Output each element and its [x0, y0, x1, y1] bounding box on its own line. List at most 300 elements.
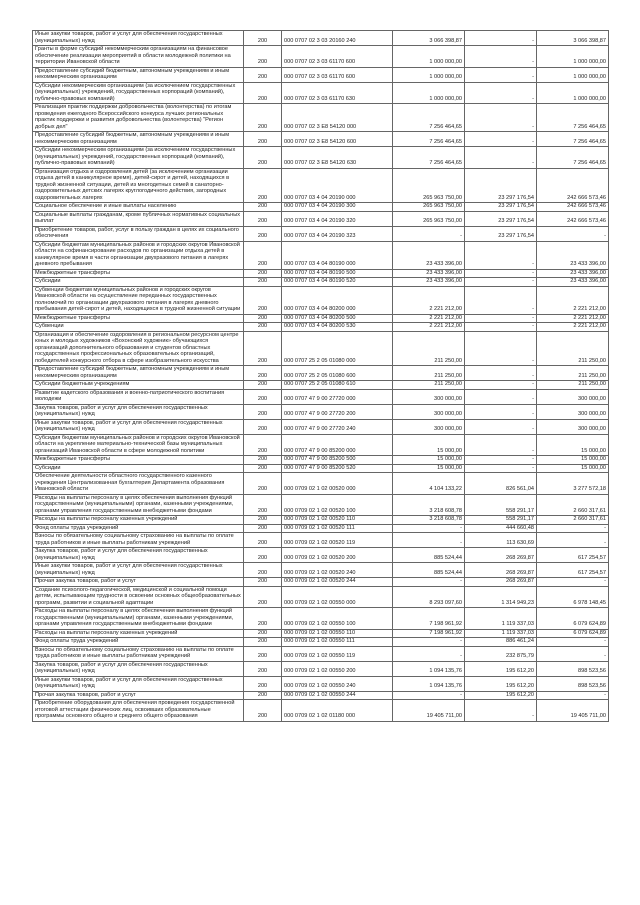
budget-classification-code-cell: 000 0707 03 4 04 80190 000 — [282, 241, 393, 269]
table-row — [33, 629, 609, 638]
expense-name-cell: Предоставление субсидий бюджетным, автономным учреждениям и иным некоммерческим организациям — [33, 366, 244, 381]
executed-amount-cell: - — [465, 456, 537, 465]
budget-classification-code-cell: 000 0707 02 3 E8 54120 000 — [282, 104, 393, 132]
executed-amount-cell: 444 660,48 — [465, 524, 537, 533]
executed-amount-cell: - — [465, 314, 537, 323]
budget-classification-code-cell: 000 0709 02 1 02 00550 200 — [282, 661, 393, 676]
expense-name-cell: Создание психолого-педагогической, медицинской и социальной помощи детям, испытывающим трудности в освоении основных общеобразовательных программ, развитии и социальной адаптации — [33, 586, 244, 608]
unexecuted-amount-cell: 242 666 573,46 — [537, 168, 609, 203]
budget-classification-code-cell: 000 0707 02 3 03 61170 600 — [282, 46, 393, 68]
approved-amount-cell: - — [393, 524, 465, 533]
line-code-cell: 200 — [244, 456, 282, 465]
executed-amount-cell: 195 612,20 — [465, 661, 537, 676]
executed-amount-cell: - — [465, 241, 537, 269]
line-code-cell: 200 — [244, 203, 282, 212]
expense-name-cell: Субсидии — [33, 278, 244, 287]
table-row — [33, 691, 609, 700]
unexecuted-amount-cell: - — [537, 226, 609, 241]
executed-amount-cell: 826 561,04 — [465, 473, 537, 495]
unexecuted-amount-cell: 15 000,00 — [537, 464, 609, 473]
executed-amount-cell: - — [465, 286, 537, 314]
executed-amount-cell: - — [465, 278, 537, 287]
approved-amount-cell: 885 524,44 — [393, 548, 465, 563]
table-row — [33, 494, 609, 516]
approved-amount-cell: 1 094 135,76 — [393, 661, 465, 676]
line-code-cell: 200 — [244, 629, 282, 638]
executed-amount-cell: - — [465, 46, 537, 68]
table-row — [33, 608, 609, 630]
unexecuted-amount-cell: 300 000,00 — [537, 419, 609, 434]
expense-name-cell: Субвенции бюджетам муниципальных районов и городских округов Ивановской области на осуществление переданных государственных полномочий по организации двухразового питания в лагерях дневного пребывания детей-сирот и детей, находящихся в трудной жизненной ситуации — [33, 286, 244, 314]
line-code-cell: 200 — [244, 286, 282, 314]
executed-amount-cell: 23 297 176,54 — [465, 211, 537, 226]
budget-report-sheet — [32, 30, 608, 722]
approved-amount-cell: 19 405 711,00 — [393, 700, 465, 722]
table-row — [33, 646, 609, 661]
expense-name-cell: Социальные выплаты гражданам, кроме публичных нормативных социальных выплат — [33, 211, 244, 226]
unexecuted-amount-cell: - — [537, 533, 609, 548]
approved-amount-cell: - — [393, 646, 465, 661]
table-row — [33, 82, 609, 104]
expense-name-cell: Субсидии некоммерческим организациям (за исключением государственных (муниципальных) учреждений, государственных корпораций (компаний), публично-правовых компаний) — [33, 82, 244, 104]
unexecuted-amount-cell: 1 000 000,00 — [537, 82, 609, 104]
table-row — [33, 578, 609, 587]
expense-name-cell: Иные закупки товаров, работ и услуг для обеспечения государственных (муниципальных) нужд — [33, 676, 244, 691]
line-code-cell: 200 — [244, 46, 282, 68]
approved-amount-cell: - — [393, 638, 465, 647]
executed-amount-cell: - — [465, 434, 537, 456]
table-row — [33, 548, 609, 563]
unexecuted-amount-cell: 898 523,56 — [537, 676, 609, 691]
executed-amount-cell: 195 612,20 — [465, 691, 537, 700]
budget-classification-code-cell: 000 0709 02 1 02 00520 000 — [282, 473, 393, 495]
expense-name-cell: Межбюджетные трансферты — [33, 314, 244, 323]
table-row — [33, 203, 609, 212]
approved-amount-cell: 4 104 133,22 — [393, 473, 465, 495]
executed-amount-cell: 886 461,24 — [465, 638, 537, 647]
expense-name-cell: Приобретение товаров, работ, услуг в пользу граждан в целях их социального обеспечения — [33, 226, 244, 241]
executed-amount-cell: 1 314 949,23 — [465, 586, 537, 608]
unexecuted-amount-cell: - — [537, 524, 609, 533]
executed-amount-cell: - — [465, 404, 537, 419]
unexecuted-amount-cell: 242 666 573,46 — [537, 203, 609, 212]
approved-amount-cell: 300 000,00 — [393, 389, 465, 404]
budget-classification-code-cell: 000 0707 47 9 00 85200 520 — [282, 464, 393, 473]
line-code-cell: 200 — [244, 31, 282, 46]
unexecuted-amount-cell: 2 221 212,00 — [537, 286, 609, 314]
executed-amount-cell: - — [465, 67, 537, 82]
approved-amount-cell: 7 256 464,65 — [393, 147, 465, 169]
expense-name-cell: Гранты в форме субсидий некоммерческим организациям на финансовое обеспечение реализации мероприятий в области молодежной политики на территории Ивановской области — [33, 46, 244, 68]
expense-name-cell: Закупка товаров, работ и услуг для обеспечения государственных (муниципальных) нужд — [33, 548, 244, 563]
unexecuted-amount-cell: 211 250,00 — [537, 366, 609, 381]
table-row — [33, 434, 609, 456]
budget-classification-code-cell: 000 0709 02 1 02 00550 240 — [282, 676, 393, 691]
approved-amount-cell: 23 433 396,00 — [393, 278, 465, 287]
unexecuted-amount-cell: 1 000 000,00 — [537, 67, 609, 82]
expense-name-cell: Организация и обеспечение оздоровления в региональном ресурсном центре юных и молодых художников «Вохонский художник» обучающихся организаций дополнительного образования и студентов областных государственных профессиональных образовательных организаций, победителей конкурсного отбора в сфере изобразительного искусства — [33, 331, 244, 366]
expense-name-cell: Взносы по обязательному социальному страхованию на выплаты по оплате труда работников и иные выплаты работникам учреждений — [33, 646, 244, 661]
approved-amount-cell: - — [393, 578, 465, 587]
table-row — [33, 464, 609, 473]
approved-amount-cell: 15 000,00 — [393, 456, 465, 465]
unexecuted-amount-cell: 23 433 396,00 — [537, 241, 609, 269]
approved-amount-cell: 7 198 961,92 — [393, 629, 465, 638]
budget-classification-code-cell: 000 0707 47 9 00 27720 000 — [282, 389, 393, 404]
expense-name-cell: Иные закупки товаров, работ и услуг для обеспечения государственных (муниципальных) нужд — [33, 563, 244, 578]
table-row — [33, 46, 609, 68]
line-code-cell: 200 — [244, 331, 282, 366]
executed-amount-cell: - — [465, 132, 537, 147]
line-code-cell: 200 — [244, 381, 282, 390]
table-row — [33, 286, 609, 314]
line-code-cell: 200 — [244, 389, 282, 404]
approved-amount-cell: 1 094 135,76 — [393, 676, 465, 691]
table-row — [33, 241, 609, 269]
table-row — [33, 269, 609, 278]
approved-amount-cell: 3 218 608,78 — [393, 494, 465, 516]
line-code-cell: 200 — [244, 646, 282, 661]
expense-name-cell: Развитие кадетского образования и военно-патриотического воспитания молодежи — [33, 389, 244, 404]
expense-name-cell: Субсидии бюджетам муниципальных районов и городских округов Ивановской области на софинансирование расходов по организации отдыха детей в каникулярное время в части организации двухразового питания в лагерях дневного пребывания — [33, 241, 244, 269]
table-row — [33, 366, 609, 381]
unexecuted-amount-cell: 898 523,56 — [537, 661, 609, 676]
approved-amount-cell: 15 000,00 — [393, 434, 465, 456]
line-code-cell: 200 — [244, 323, 282, 332]
expense-name-cell: Организация отдыха и оздоровления детей (за исключением организации отдыха детей в каникулярное время), детей-сирот и детей, находящихся в трудной жизненной ситуации, детей из многодетных семей в санаторно-оздоровительных детских лагерях круглогодичного действия, загородных оздоровительных лагерях — [33, 168, 244, 203]
table-row — [33, 586, 609, 608]
expense-name-cell: Иные закупки товаров, работ и услуг для обеспечения государственных (муниципальных) нужд — [33, 419, 244, 434]
line-code-cell: 200 — [244, 473, 282, 495]
line-code-cell: 200 — [244, 608, 282, 630]
budget-classification-code-cell: 000 0709 02 1 02 00520 111 — [282, 524, 393, 533]
budget-classification-code-cell: 000 0709 02 1 02 00520 100 — [282, 494, 393, 516]
budget-classification-code-cell: 000 0707 25 2 05 01080 600 — [282, 366, 393, 381]
unexecuted-amount-cell: 242 666 573,46 — [537, 211, 609, 226]
line-code-cell: 200 — [244, 168, 282, 203]
expense-name-cell: Закупка товаров, работ и услуг для обеспечения государственных (муниципальных) нужд — [33, 661, 244, 676]
budget-classification-code-cell: 000 0709 02 1 02 00520 244 — [282, 578, 393, 587]
budget-classification-code-cell: 000 0707 02 3 03 20160 240 — [282, 31, 393, 46]
unexecuted-amount-cell: - — [537, 578, 609, 587]
table-row — [33, 638, 609, 647]
approved-amount-cell: - — [393, 226, 465, 241]
table-row — [33, 132, 609, 147]
approved-amount-cell: 1 000 000,00 — [393, 46, 465, 68]
line-code-cell: 200 — [244, 104, 282, 132]
approved-amount-cell: 265 963 750,00 — [393, 203, 465, 212]
line-code-cell: 200 — [244, 563, 282, 578]
budget-classification-code-cell: 000 0707 02 3 E8 54120 630 — [282, 147, 393, 169]
table-body — [33, 31, 609, 722]
budget-classification-code-cell: 000 0709 02 1 02 00520 119 — [282, 533, 393, 548]
executed-amount-cell: 113 630,69 — [465, 533, 537, 548]
approved-amount-cell: 3 066 398,87 — [393, 31, 465, 46]
approved-amount-cell: 7 256 464,65 — [393, 104, 465, 132]
budget-classification-code-cell: 000 0709 02 1 02 00520 240 — [282, 563, 393, 578]
table-row — [33, 67, 609, 82]
approved-amount-cell: 2 221 212,00 — [393, 286, 465, 314]
unexecuted-amount-cell: - — [537, 646, 609, 661]
table-row — [33, 104, 609, 132]
approved-amount-cell: 300 000,00 — [393, 404, 465, 419]
expense-name-cell: Прочая закупка товаров, работ и услуг — [33, 691, 244, 700]
line-code-cell: 200 — [244, 586, 282, 608]
expense-name-cell: Взносы по обязательному социальному страхованию на выплаты по оплате труда работников и иные выплаты работникам учреждений — [33, 533, 244, 548]
budget-classification-code-cell: 000 0707 03 4 04 20190 000 — [282, 168, 393, 203]
table-row — [33, 456, 609, 465]
unexecuted-amount-cell: 211 250,00 — [537, 381, 609, 390]
expense-name-cell: Реализация практик поддержки добровольчества (волонтерства) по итогам проведения ежегодного Всероссийского конкурса лучших региональных практик поддержки и развития добровольчества (волонтерства) "Регион добрых дел" — [33, 104, 244, 132]
approved-amount-cell: 265 963 750,00 — [393, 168, 465, 203]
table-row — [33, 563, 609, 578]
unexecuted-amount-cell: 15 000,00 — [537, 456, 609, 465]
unexecuted-amount-cell: 2 660 317,61 — [537, 516, 609, 525]
executed-amount-cell: 195 612,20 — [465, 676, 537, 691]
table-row — [33, 516, 609, 525]
executed-amount-cell: 268 269,87 — [465, 578, 537, 587]
line-code-cell: 200 — [244, 676, 282, 691]
table-row — [33, 404, 609, 419]
expense-name-cell: Расходы на выплаты персоналу казенных учреждений — [33, 629, 244, 638]
unexecuted-amount-cell: 300 000,00 — [537, 404, 609, 419]
line-code-cell: 200 — [244, 533, 282, 548]
line-code-cell: 200 — [244, 548, 282, 563]
line-code-cell: 200 — [244, 278, 282, 287]
executed-amount-cell: - — [465, 419, 537, 434]
budget-classification-code-cell: 000 0707 02 3 E8 54120 600 — [282, 132, 393, 147]
table-row — [33, 323, 609, 332]
approved-amount-cell: 885 524,44 — [393, 563, 465, 578]
approved-amount-cell: 2 221 212,00 — [393, 314, 465, 323]
budget-classification-code-cell: 000 0707 02 3 03 61170 630 — [282, 82, 393, 104]
budget-classification-code-cell: 000 0707 47 9 00 85200 500 — [282, 456, 393, 465]
approved-amount-cell: 1 000 000,00 — [393, 67, 465, 82]
executed-amount-cell: 558 291,17 — [465, 494, 537, 516]
line-code-cell: 200 — [244, 578, 282, 587]
budget-classification-code-cell: 000 0707 25 2 05 01080 610 — [282, 381, 393, 390]
expense-name-cell: Фонд оплаты труда учреждений — [33, 524, 244, 533]
table-row — [33, 676, 609, 691]
line-code-cell: 200 — [244, 67, 282, 82]
unexecuted-amount-cell: 211 250,00 — [537, 331, 609, 366]
budget-classification-code-cell: 000 0709 02 1 02 00550 110 — [282, 629, 393, 638]
line-code-cell: 200 — [244, 700, 282, 722]
unexecuted-amount-cell: 7 256 464,65 — [537, 104, 609, 132]
expense-name-cell: Социальное обеспечение и иные выплаты населению — [33, 203, 244, 212]
unexecuted-amount-cell: 2 660 317,61 — [537, 494, 609, 516]
approved-amount-cell: 23 433 396,00 — [393, 241, 465, 269]
executed-amount-cell: - — [465, 366, 537, 381]
budget-classification-code-cell: 000 0707 03 4 04 20190 300 — [282, 203, 393, 212]
executed-amount-cell: 268 269,87 — [465, 563, 537, 578]
executed-amount-cell: - — [465, 147, 537, 169]
budget-classification-code-cell: 000 0709 02 1 02 01180 000 — [282, 700, 393, 722]
budget-classification-code-cell: 000 0709 02 1 02 00550 244 — [282, 691, 393, 700]
unexecuted-amount-cell: 1 000 000,00 — [537, 46, 609, 68]
unexecuted-amount-cell: 300 000,00 — [537, 389, 609, 404]
approved-amount-cell: 8 293 097,60 — [393, 586, 465, 608]
approved-amount-cell: 23 433 396,00 — [393, 269, 465, 278]
expense-name-cell: Субвенции — [33, 323, 244, 332]
table-row — [33, 211, 609, 226]
budget-classification-code-cell: 000 0707 47 9 00 27720 200 — [282, 404, 393, 419]
executed-amount-cell: - — [465, 464, 537, 473]
approved-amount-cell: 7 198 961,92 — [393, 608, 465, 630]
unexecuted-amount-cell: 2 221 212,00 — [537, 323, 609, 332]
unexecuted-amount-cell: 6 079 624,89 — [537, 608, 609, 630]
budget-classification-code-cell: 000 0709 02 1 02 00550 111 — [282, 638, 393, 647]
line-code-cell: 200 — [244, 516, 282, 525]
unexecuted-amount-cell: - — [537, 638, 609, 647]
line-code-cell: 200 — [244, 524, 282, 533]
line-code-cell: 200 — [244, 132, 282, 147]
line-code-cell: 200 — [244, 147, 282, 169]
unexecuted-amount-cell: 19 405 711,00 — [537, 700, 609, 722]
expense-name-cell: Предоставление субсидий бюджетным, автономным учреждениям и иным некоммерческим организациям — [33, 67, 244, 82]
expense-name-cell: Иные закупки товаров, работ и услуг для обеспечения государственных (муниципальных) нужд — [33, 31, 244, 46]
line-code-cell: 200 — [244, 366, 282, 381]
unexecuted-amount-cell: 3 277 572,18 — [537, 473, 609, 495]
budget-execution-table — [32, 30, 609, 722]
line-code-cell: 200 — [244, 211, 282, 226]
executed-amount-cell: 23 297 176,54 — [465, 226, 537, 241]
executed-amount-cell: - — [465, 700, 537, 722]
line-code-cell: 200 — [244, 494, 282, 516]
unexecuted-amount-cell: 617 254,57 — [537, 563, 609, 578]
approved-amount-cell: - — [393, 533, 465, 548]
table-row — [33, 661, 609, 676]
budget-classification-code-cell: 000 0709 02 1 02 00520 110 — [282, 516, 393, 525]
approved-amount-cell: 265 963 750,00 — [393, 211, 465, 226]
expense-name-cell: Прочая закупка товаров, работ и услуг — [33, 578, 244, 587]
unexecuted-amount-cell: 23 433 396,00 — [537, 278, 609, 287]
executed-amount-cell: 1 119 337,03 — [465, 608, 537, 630]
unexecuted-amount-cell: 3 066 398,87 — [537, 31, 609, 46]
executed-amount-cell: 232 875,79 — [465, 646, 537, 661]
approved-amount-cell: 211 250,00 — [393, 381, 465, 390]
table-row — [33, 700, 609, 722]
table-row — [33, 381, 609, 390]
executed-amount-cell: - — [465, 31, 537, 46]
budget-classification-code-cell: 000 0707 47 9 00 85200 000 — [282, 434, 393, 456]
approved-amount-cell: 211 250,00 — [393, 366, 465, 381]
unexecuted-amount-cell: 2 221 212,00 — [537, 314, 609, 323]
executed-amount-cell: - — [465, 389, 537, 404]
budget-classification-code-cell: 000 0707 03 4 04 80200 000 — [282, 286, 393, 314]
line-code-cell: 200 — [244, 638, 282, 647]
budget-classification-code-cell: 000 0707 03 4 04 80190 520 — [282, 278, 393, 287]
unexecuted-amount-cell: 23 433 396,00 — [537, 269, 609, 278]
line-code-cell: 200 — [244, 691, 282, 700]
line-code-cell: 200 — [244, 241, 282, 269]
budget-classification-code-cell: 000 0707 47 9 00 27720 240 — [282, 419, 393, 434]
budget-classification-code-cell: 000 0709 02 1 02 00550 100 — [282, 608, 393, 630]
table-row — [33, 524, 609, 533]
table-row — [33, 419, 609, 434]
expense-name-cell: Субсидии — [33, 464, 244, 473]
executed-amount-cell: 558 291,17 — [465, 516, 537, 525]
expense-name-cell: Фонд оплаты труда учреждений — [33, 638, 244, 647]
unexecuted-amount-cell: 7 256 464,65 — [537, 147, 609, 169]
budget-classification-code-cell: 000 0707 03 4 04 20190 320 — [282, 211, 393, 226]
unexecuted-amount-cell: 7 256 464,65 — [537, 132, 609, 147]
approved-amount-cell: 211 250,00 — [393, 331, 465, 366]
executed-amount-cell: - — [465, 381, 537, 390]
executed-amount-cell: - — [465, 82, 537, 104]
expense-name-cell: Субсидия бюджетам муниципальных районов и городских округов Ивановской области на укрепление материально-технической базы муниципальных организаций Ивановской области в сфере молодежной политики — [33, 434, 244, 456]
line-code-cell: 200 — [244, 404, 282, 419]
table-row — [33, 389, 609, 404]
expense-name-cell: Межбюджетные трансферты — [33, 269, 244, 278]
table-row — [33, 168, 609, 203]
budget-classification-code-cell: 000 0709 02 1 02 00550 119 — [282, 646, 393, 661]
expense-name-cell: Субсидии некоммерческим организациям (за исключением государственных (муниципальных) учреждений, государственных корпораций (компаний), публично-правовых компаний) — [33, 147, 244, 169]
executed-amount-cell: 1 119 337,03 — [465, 629, 537, 638]
table-row — [33, 278, 609, 287]
table-row — [33, 226, 609, 241]
table-row — [33, 314, 609, 323]
expense-name-cell: Приобретение оборудования для обеспечения проведения государственной итоговой аттестации физических лиц, освоивших образовательные программы основного общего и среднего общего образования — [33, 700, 244, 722]
line-code-cell: 200 — [244, 419, 282, 434]
approved-amount-cell: 7 256 464,65 — [393, 132, 465, 147]
executed-amount-cell: - — [465, 269, 537, 278]
budget-classification-code-cell: 000 0707 03 4 04 20190 323 — [282, 226, 393, 241]
approved-amount-cell: - — [393, 691, 465, 700]
table-row — [33, 473, 609, 495]
executed-amount-cell: - — [465, 104, 537, 132]
table-row — [33, 331, 609, 366]
line-code-cell: 200 — [244, 226, 282, 241]
expense-name-cell: Обеспечение деятельности областного государственного казенного учреждения Централизованная бухгалтерия Департамента образования Ивановской области — [33, 473, 244, 495]
table-row — [33, 533, 609, 548]
expense-name-cell: Расходы на выплаты персоналу в целях обеспечения выполнения функций государственными (муниципальными) органами, казенными учреждениями, органами управления государственными внебюджетными фондами — [33, 608, 244, 630]
expense-name-cell: Межбюджетные трансферты — [33, 456, 244, 465]
expense-name-cell: Закупка товаров, работ и услуг для обеспечения государственных (муниципальных) нужд — [33, 404, 244, 419]
table-row — [33, 31, 609, 46]
executed-amount-cell: - — [465, 331, 537, 366]
approved-amount-cell: 15 000,00 — [393, 464, 465, 473]
approved-amount-cell: 1 000 000,00 — [393, 82, 465, 104]
approved-amount-cell: 3 218 608,78 — [393, 516, 465, 525]
line-code-cell: 200 — [244, 661, 282, 676]
line-code-cell: 200 — [244, 464, 282, 473]
unexecuted-amount-cell: 6 079 624,89 — [537, 629, 609, 638]
unexecuted-amount-cell: - — [537, 691, 609, 700]
expense-name-cell: Предоставление субсидий бюджетным, автономным учреждениям и иным некоммерческим организациям — [33, 132, 244, 147]
line-code-cell: 200 — [244, 269, 282, 278]
expense-name-cell: Субсидии бюджетным учреждениям — [33, 381, 244, 390]
executed-amount-cell: 23 297 176,54 — [465, 203, 537, 212]
budget-classification-code-cell: 000 0707 25 2 05 01080 000 — [282, 331, 393, 366]
budget-classification-code-cell: 000 0709 02 1 02 00550 000 — [282, 586, 393, 608]
budget-classification-code-cell: 000 0709 02 1 02 00520 200 — [282, 548, 393, 563]
budget-classification-code-cell: 000 0707 03 4 04 80200 500 — [282, 314, 393, 323]
line-code-cell: 200 — [244, 314, 282, 323]
approved-amount-cell: 2 221 212,00 — [393, 323, 465, 332]
expense-name-cell: Расходы на выплаты персоналу в целях обеспечения выполнения функций государственными (муниципальными) органами, казенными учреждениями, органами управления государственными внебюджетными фондами — [33, 494, 244, 516]
unexecuted-amount-cell: 15 000,00 — [537, 434, 609, 456]
approved-amount-cell: 300 000,00 — [393, 419, 465, 434]
executed-amount-cell: - — [465, 323, 537, 332]
unexecuted-amount-cell: 617 254,57 — [537, 548, 609, 563]
table-row — [33, 147, 609, 169]
budget-classification-code-cell: 000 0707 03 4 04 80190 500 — [282, 269, 393, 278]
line-code-cell: 200 — [244, 434, 282, 456]
executed-amount-cell: 268 269,87 — [465, 548, 537, 563]
budget-classification-code-cell: 000 0707 02 3 03 61170 600 — [282, 67, 393, 82]
unexecuted-amount-cell: 6 978 148,45 — [537, 586, 609, 608]
